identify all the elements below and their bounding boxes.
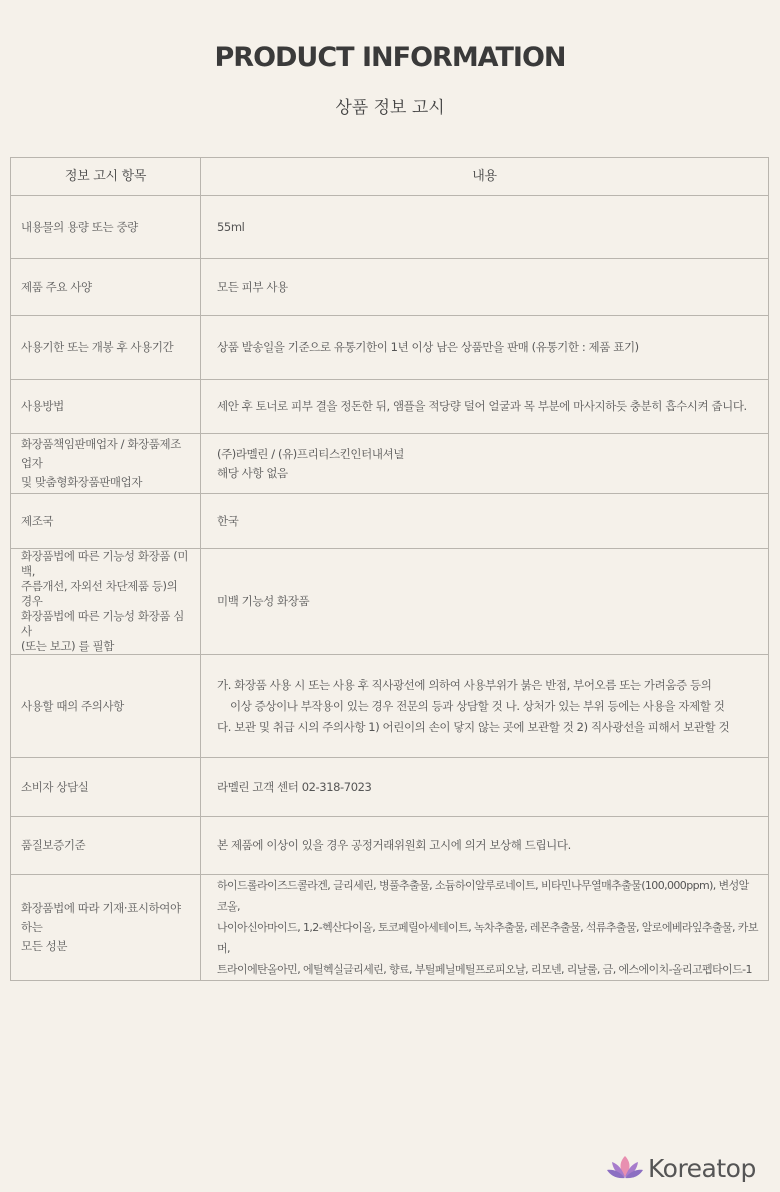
table-row <box>11 316 769 380</box>
row-label: 내용물의 용량 또는 중량 <box>11 196 201 259</box>
table-row <box>11 655 769 758</box>
table-row <box>11 259 769 316</box>
row-value: 상품 발송일을 기준으로 유통기한이 1년 이상 남은 상품만을 판매 (유통기한 : 제품 표기) <box>201 316 769 380</box>
table-row <box>11 817 769 875</box>
row-label: 사용기한 또는 개봉 후 사용기간 <box>11 316 201 380</box>
koreatop-logo <box>605 1146 775 1190</box>
page-subtitle: 상품 정보 고시 <box>335 98 445 118</box>
row-label: 화장품법에 따라 기재·표시하여야 하는 모든 성분 <box>11 875 201 981</box>
row-value: 세안 후 토너로 피부 결을 정돈한 뒤, 앰플을 적당량 덜어 얼굴과 목 부분에 마사지하듯 충분히 흡수시켜 줍니다. <box>201 380 769 434</box>
row-value: 모든 피부 사용 <box>201 259 769 316</box>
row-value: 55ml <box>201 196 769 259</box>
product-info-table <box>10 157 769 981</box>
row-label: 화장품책임판매업자 / 화장품제조업자 및 맞춤형화장품판매업자 <box>11 434 201 494</box>
table-row <box>11 196 769 259</box>
row-label: 화장품법에 따른 기능성 화장품 (미백, 주름개선, 자외선 차단제품 등)의 경우 화장품법에 따른 기능성 화장품 심사 (또는 보고) 를 필함 <box>11 549 201 655</box>
row-value: (주)라멜린 / (유)프리티스킨인터내셔널 해당 사항 없음 <box>201 434 769 494</box>
row-label: 소비자 상담실 <box>11 758 201 817</box>
table-row <box>11 494 769 549</box>
row-label: 사용방법 <box>11 380 201 434</box>
row-label: 사용할 때의 주의사항 <box>11 655 201 758</box>
row-value: 한국 <box>201 494 769 549</box>
header-cell-content: 내용 <box>201 158 769 196</box>
row-value: 본 제품에 이상이 있을 경우 공정거래위원회 고시에 의거 보상해 드립니다. <box>201 817 769 875</box>
table-row <box>11 758 769 817</box>
row-value: 하이드롤라이즈드콜라겐, 글리세린, 병풀추출물, 소듐하이알루로네이트, 비타민나무열매추출물(100,000ppm), 변성알코올, 나이아신아마이드, 1,2-헥산다이올, 토코페릴아세테이트, 녹차추출물, 레몬추출물, 석류추출물, 알로에베라잎추출물, 카보머, 트라이에탄올아민, 에틸헥실글리세린, 향료, 부틸페닐메틸프로피오날, 리모넨, 리날룰, 금, 에스에이치-올리고펩타이드-1 <box>201 875 769 981</box>
row-label: 제조국 <box>11 494 201 549</box>
lotus-icon <box>605 1153 645 1183</box>
page-title: PRODUCT INFORMATION <box>214 42 566 73</box>
row-label: 품질보증기준 <box>11 817 201 875</box>
table-row <box>11 875 769 981</box>
table-row <box>11 549 769 655</box>
row-value: 미백 기능성 화장품 <box>201 549 769 655</box>
row-value: 라멜린 고객 센터 02-318-7023 <box>201 758 769 817</box>
table-header-row <box>11 158 769 196</box>
row-label: 제품 주요 사양 <box>11 259 201 316</box>
table-row <box>11 380 769 434</box>
logo-text: Koreatop <box>648 1153 756 1183</box>
header-cell-item: 정보 고시 항목 <box>11 158 201 196</box>
row-value: 가. 화장품 사용 시 또는 사용 후 직사광선에 의하여 사용부위가 붉은 반점, 부어오름 또는 가려움증 등의 이상 증상이나 부작용이 있는 경우 전문의 등과 상담할 것 나. 상처가 있는 부위 등에는 사용을 자제할 것 다. 보관 및 취급 시의 주의사항 1) 어린이의 손이 닿지 않는 곳에 보관할 것 2) 직사광선을 피해서 보관할 것 <box>201 655 769 758</box>
table-row <box>11 434 769 494</box>
